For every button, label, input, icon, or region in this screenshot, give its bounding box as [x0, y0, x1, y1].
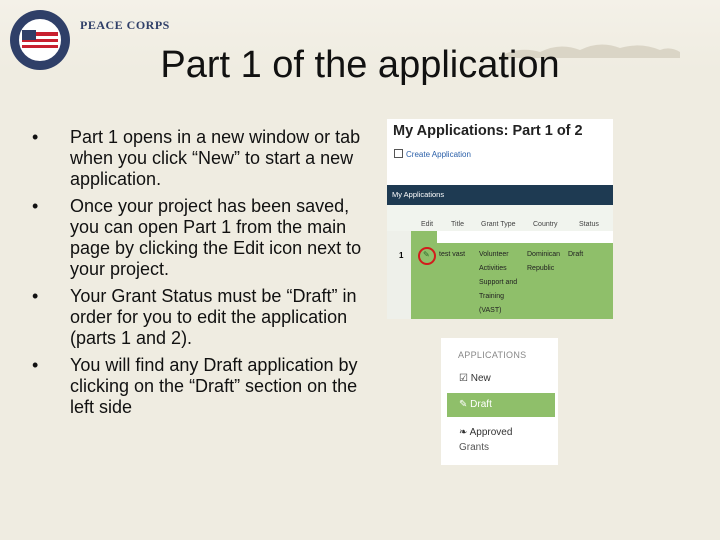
header-grant-type: Grant Type	[481, 221, 516, 228]
edit-box-icon: ☑	[459, 373, 471, 384]
sidebar-item-label: Draft	[470, 399, 492, 410]
pencil-icon: ✎	[459, 399, 471, 410]
bullet-item: • You will find any Draft application by clicking on the “Draft” section on the left side	[22, 355, 372, 418]
header-title: Title	[451, 221, 464, 228]
sidebar-heading: APPLICATIONS	[458, 350, 527, 360]
row-country	[527, 248, 560, 276]
grant-type-line: (VAST)	[479, 307, 502, 314]
sidebar-item-label: Approved	[469, 427, 513, 438]
create-application-link[interactable]	[394, 149, 471, 159]
sidebar-item-grants-label: Grants	[459, 442, 490, 453]
row-number: 1	[387, 231, 411, 319]
row-title: test vast	[439, 251, 466, 258]
country-line: Dominican	[527, 251, 561, 258]
screenshot-title: My Applications: Part 1 of 2	[393, 123, 583, 139]
bullet-item: • Part 1 opens in a new window or tab when you click “New” to start a new application.	[22, 127, 372, 190]
sidebar-item-new[interactable]	[447, 367, 555, 391]
edit-box-icon	[394, 149, 403, 158]
row-status: Draft	[568, 251, 584, 258]
header-status: Status	[579, 221, 599, 228]
bullet-list	[22, 127, 372, 424]
table-title-bar: My Applications	[387, 185, 613, 205]
country-line: Republic	[527, 265, 555, 272]
grant-type-line: Activities	[479, 265, 507, 272]
sidebar-item-draft[interactable]	[447, 393, 555, 417]
create-application-label: Create Application	[406, 150, 471, 159]
row-grant-type	[479, 248, 517, 318]
grant-type-line: Training	[479, 293, 505, 300]
edit-column-strip	[411, 231, 437, 319]
grant-type-line: Support and	[479, 279, 518, 286]
slide-title: Part 1 of the application	[160, 44, 560, 86]
sidebar-item-label: New	[470, 373, 491, 384]
pencil-icon[interactable]: ✎	[423, 250, 430, 259]
leaf-icon: ❧	[459, 427, 470, 438]
grant-type-line: Volunteer	[479, 251, 509, 258]
table-header	[387, 205, 613, 231]
header-country: Country	[533, 221, 558, 228]
my-applications-screenshot	[387, 119, 613, 319]
header-edit: Edit	[421, 221, 434, 228]
bullet-item: • Once your project has been saved, you can open Part 1 from the main page by clicking the Edit icon next to your project.	[22, 196, 372, 280]
applications-sidebar-screenshot	[441, 338, 558, 465]
brand-wordmark: PEACE CORPS	[80, 18, 170, 32]
bullet-item: • Your Grant Status must be “Draft” in order for you to edit the application (parts 1 and 2).	[22, 286, 372, 349]
